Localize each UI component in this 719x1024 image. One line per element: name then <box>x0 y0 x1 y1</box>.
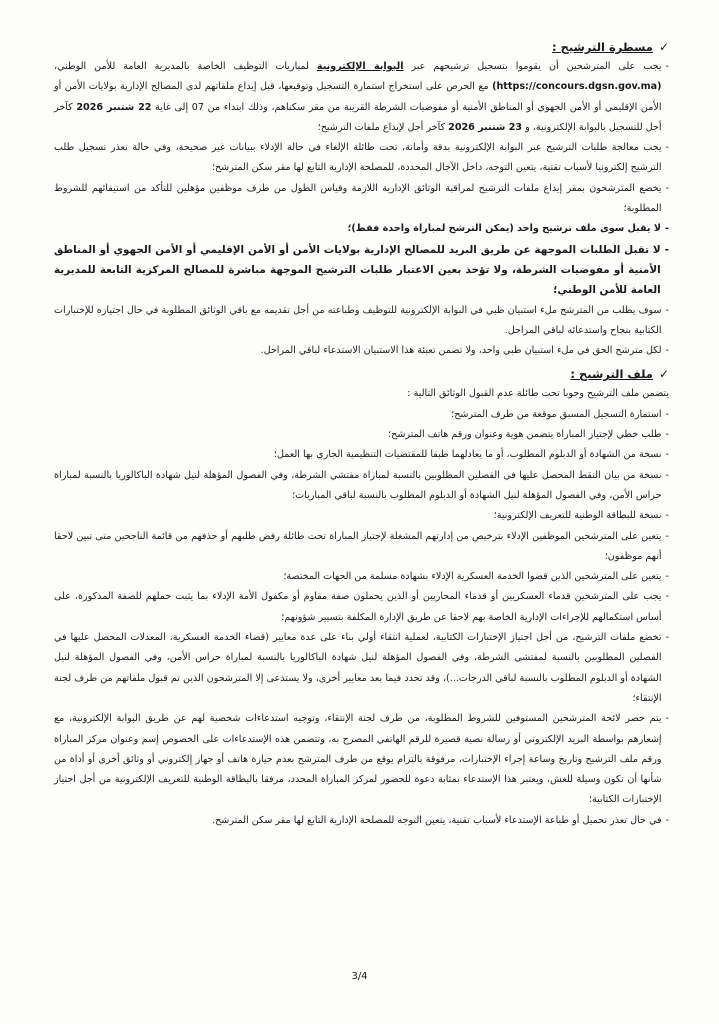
dash-icon: - <box>665 429 669 441</box>
list-item-text: نسخة للبطاقة الوطنية للتعريف الإلكترونية؛ <box>493 510 662 522</box>
list-item-text: تخضع ملفات الترشيح، من أجل اجتياز الإختبارات الكتابية، لعملية انتقاء أولي بناء على عدة معايير (قضاء الخدمة العسكرية، المعدلات المحصل عليها في الفصلين المطلوبين بالنسبة لمفتشي الشرطة، وفي الفصول المؤهلة لنيل شهادة الباكالوريا بالنسبة لمباراة حراس الأمن، وفي الفصول المؤهلة لنيل الشهادة أو الدبلوم المطلوب بالنسبة لباقي الدرجات...)، وقد تحدد فيما بعد معايير أخرى، ولا يستدعى إلا المترشحون الذين تم قبول ملفاتهم من طرف لجنة الإنتقاء؛ <box>54 632 662 704</box>
text-run: يجب على المترشحين أن يقوموا بتسجيل ترشيحهم عبر <box>403 61 662 72</box>
list-item-text: لا تقبل الطلبات الموجهة عن طريق البريد للمصالح الإدارية بولايات الأمن أو الأمن الإقليمي أو الأمن الجهوي أو المناطق الأمنية أو مفوضيات الشرطة، ولا تؤخذ بعين الاعتبار طلبات الترشيح الموجهة مباشرة للمصالح المركزية التابعة للمديرية العامة للأمن الوطني؛ <box>54 243 661 297</box>
dash-icon: - <box>665 223 669 235</box>
list-item <box>54 240 669 301</box>
list-item <box>54 709 669 810</box>
dash-icon: - <box>665 510 669 522</box>
list-item-text: يتعين على المترشحين الموظفين الإدلاء بترخيص من إدارتهم المشغلة لإجتياز المباراة تحت طائلة رفض طلبهم أو حذفهم من قائمة الناجحين متى تبين لاحقا أنهم موظفون؛ <box>54 530 662 562</box>
portal-label: البوابة الإلكترونية <box>316 61 404 72</box>
list-item-text: يجب معالجة طلبات الترشيح عبر البوابة الإلكترونية بدقة وأمانة، تحت طائلة الإلغاء في حالة الإدلاء ببيانات غير صحيحة، وفي حالة تعذر تسجيل طلب الترشيح إلكترونيا لأسباب تقنية، يتعين التوجه، داخل الآجال المحددة، للمصلحة الإدارية التابع لها مقر سكن المترشح؛ <box>54 142 662 174</box>
dash-icon: - <box>665 469 669 481</box>
list-item-text: لا يقبل سوى ملف ترشيح واحد (يمكن الترشح لمباراة واحدة فقط)؛ <box>347 223 662 235</box>
list-item-text: في حال تعذر تحميل أو طباعة الإستدعاء لأسباب تقنية، يتعين التوجه للمصلحة الإدارية التابع لها مقر سكن المترشح. <box>212 814 662 826</box>
list-item <box>54 138 669 179</box>
required-documents-list <box>54 405 669 831</box>
dash-icon: - <box>665 449 669 461</box>
dash-icon: - <box>665 571 669 583</box>
list-item-text: لكل مترشح الحق في ملء استبيان طبي واحد، ولا تضمن تعبئة هذا الاستبيان الاستدعاء لباقي المراحل. <box>260 345 662 357</box>
text-run: لمباريات التوظيف الخاصة بالمديرية العامة للأمن الوطني، <box>54 61 317 72</box>
list-item <box>54 179 669 220</box>
dash-icon: - <box>665 142 669 154</box>
list-item <box>54 466 669 507</box>
list-item <box>54 405 669 425</box>
list-item-text: يجب على المترشحين قدماء العسكريين أو قدماء المحاربين أو الذين يحملون صفة مقاوم أو مكفول الأمة الإدلاء بما يثبت حملهم للصفة المذكورة، على أساس استكمالهم للإجراءات الإدارية الخاصة بهم لاحقا عن طريق الإدارة المكلفة بتسيير شؤونهم؛ <box>54 591 662 623</box>
dash-icon: - <box>665 814 669 826</box>
dash-icon: - <box>665 713 669 725</box>
registration-deadline: 22 شتنبر 2026 <box>76 101 152 113</box>
list-item-text: يخضع المترشحون بمقر إيداع ملفات الترشيح لمراقبة الوثائق الإدارية اللازمة وقياس الطول من طرف موظفين مؤهلين للتأكد من استيفائهم للشروط المطلوبة؛ <box>54 182 662 215</box>
list-item-text: استمارة التسجيل المسبق موقعة من طرف المترشح؛ <box>451 408 662 420</box>
text-run: كآخر أجل لإيداع ملفات الترشيح؛ <box>317 121 449 133</box>
page-number: 3/4 <box>351 971 368 982</box>
section-title: مسطرة الترشيح : <box>551 40 653 54</box>
list-item-text: طلب خطي لإجتياز المباراة يتضمن هوية وعنوان ورقم هاتف المترشح؛ <box>388 429 662 441</box>
section-heading-candidacy-procedure <box>54 40 669 54</box>
checkmark-icon: ✓ <box>658 40 669 54</box>
list-item <box>54 506 669 526</box>
list-item <box>54 567 669 587</box>
portal-url-link[interactable]: (https://concours.dgsn.gov.ma) <box>492 81 662 93</box>
dash-icon: - <box>665 61 669 72</box>
dash-icon: - <box>665 632 669 644</box>
section-heading-candidacy-file <box>54 367 669 381</box>
list-item-text: نسخة من بيان النقط المحصل عليها في الفصلين المطلوبين بالنسبة لمباراة مفتشي الشرطة، وفي الفصول المؤهلة لنيل شهادة الباكالوريا بالنسبة لمباراة حراس الأمن، وفي الفصول المؤهلة لنيل الشهادة أو الدبلوم المطلوب بالنسبة لباقي المباريات؛ <box>54 469 662 501</box>
list-item <box>54 587 669 628</box>
list-item <box>54 341 669 361</box>
dash-icon: - <box>664 243 669 256</box>
text-run: مع الحرص على استخراج استمارة التسجيل وتوقيعها، قبل إيداع ملفاتهم لدى المصالح الإدارية بولايات الأمن أو الأمن الإقليمي أو الأمن الجهوي أو المناطق الأمنية أو مفوضيات الشرطة القريبة من مقر سكناهم، وذلك ابتداء من 07 إلى غاية <box>54 81 662 113</box>
dash-icon: - <box>665 530 669 542</box>
dash-icon: - <box>665 408 669 420</box>
list-item-text: يتم حصر لائحة المترشحين المستوفين للشروط المطلوبة، من طرف لجنة الإنتقاء، وتوجيه استدعاءات شخصية لهم عن طريق البوابة الإلكترونية، مع إشعارهم بواسطة البريد الإلكتروني أو رسالة نصية قصيرة للرقم الهاتفي المصرح به، وتتضمن هذه الإستدعاءات على الخصوص إسم وعنوان مركز المباراة ورقم ملف الترشيح وتاريخ وساعة إجراء الإختبارات، مرفوقة بالتزام يوقع من طرف المترشح بعدم حيازة هاتف أو جهاز إلكتروني أو وثائق أخرى أو أداة من شأنها أن تكون وسيلة للغش، ويعتبر هذا الإستدعاء بمثابة دعوة للحضور لمركز المباراة المحدد، مرفقا بالبطاقة الوطنية للتعريف الإلكترونية من أجل اجتياز الإختبارات الكتابية؛ <box>54 713 662 806</box>
text-run: كآخر أجل للتسجيل بالبوابة الإلكترونية، و <box>54 101 662 133</box>
list-item-text: يتعين على المترشحين الذين قضوا الخدمة العسكرية الإدلاء بشهادة مسلمة من الجهات المختصة؛ <box>283 571 662 583</box>
list-item <box>54 425 669 445</box>
list-item <box>54 445 669 465</box>
dash-icon: - <box>665 591 669 603</box>
list-item <box>54 527 669 568</box>
deposit-deadline: 23 شتنبر 2026 <box>448 121 523 133</box>
dash-icon: - <box>665 304 669 316</box>
list-item <box>54 811 669 831</box>
checkmark-icon: ✓ <box>658 367 669 382</box>
list-item <box>54 57 669 138</box>
list-item-text: نسخة من الشهادة أو الدبلوم المطلوب، أو ما يعادلهما طبقا للمقتضيات التنظيمية الجاري بها العمل؛ <box>273 449 662 461</box>
section-intro: يتضمن ملف الترشيح وجوبا تحت طائلة عدم القبول الوثائق التالية : <box>407 388 669 400</box>
dash-icon: - <box>665 345 669 357</box>
list-item <box>54 628 669 709</box>
dash-icon: - <box>665 182 669 194</box>
list-item-text: سوف يطلب من المترشح ملء استبيان طبي في البوابة الإلكترونية للتوظيف وطباعته من أجل تقديمه مع باقي الوثائق المطلوبة في حال اجتيازه للإختبارات الكتابية بنجاح واستدعائه لباقي المراحل. <box>54 304 662 336</box>
list-item <box>54 301 669 342</box>
list-item <box>54 219 669 239</box>
section-title: ملف الترشيح : <box>570 367 653 382</box>
